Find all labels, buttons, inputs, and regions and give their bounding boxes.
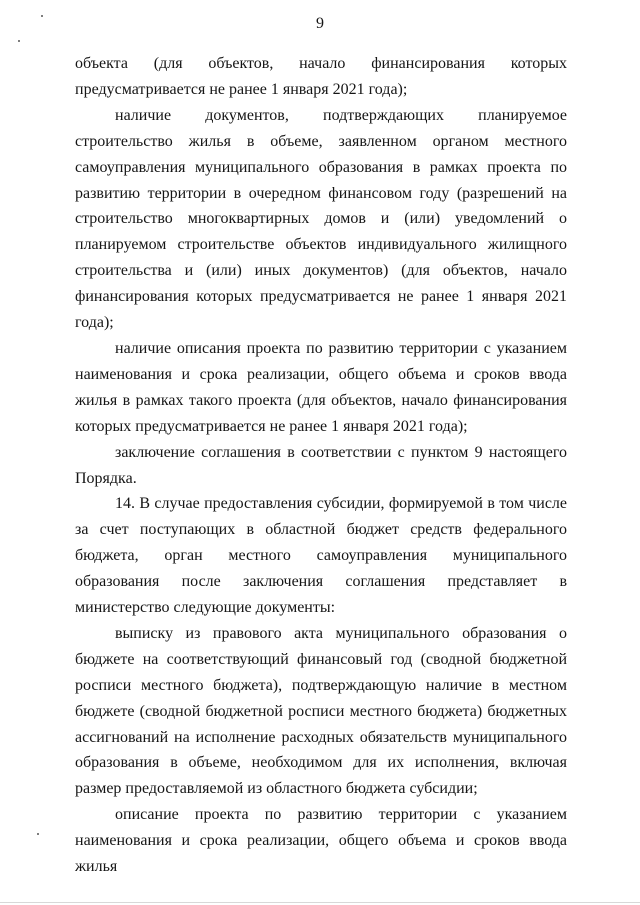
paragraph-item-14: 14. В случае предоставления субсидии, формируемой в том числе за счет поступающих в областной бюджет средств федерального бюджета, орган местного самоуправления муниципального образования после заключения соглашения представляет в министерство следующие документы: (75, 495, 567, 617)
paragraph-budget-extract: выписку из правового акта муниципального образования о бюджете на соответствующий финансовый год (сводной бюджетной росписи местного бюджета), подтверждающую наличие в местном бюджете (сводной бюджетной росписи местного бюджета) бюджетных ассигнований на исполнение расходных обязательств муниципального образования в объеме, необходимом для их исполнения, включая размер предоставляемой из областного бюджета субсидии; (75, 624, 567, 798)
paragraph-project-description: наличие описания проекта по развитию территории с указанием наименования и срока реализации, общего объема и сроков ввода жилья в рамках такого проекта (для объектов, начало финансирования которых предусматривается не ранее 1 января 2021 года); (75, 339, 567, 435)
scan-speck (18, 40, 20, 42)
paragraph-continuation: объекта (для объектов, начало финансирования которых предусматривается не ранее 1 января 2021 года); (75, 55, 567, 98)
scan-edge (0, 902, 640, 903)
scan-speck (41, 15, 43, 17)
paragraph-territory-description: описание проекта по развитию территории с указанием наименования и срока реализации, общего объема и сроков ввода жилья (75, 806, 567, 876)
paragraph-construction-documents: наличие документов, подтверждающих планируемое строительство жилья в объеме, заявленном органом местного самоуправления муниципального образования в рамках проекта по развитию территории в очередном финансовом году (разрешений на строительство многоквартирных домов и (или) уведомлений о планируемом строительстве объектов индивидуального жилищного строительства и (или) иных документов) (для объектов, начало финансирования которых предусматривается не ранее 1 января 2021 года); (75, 106, 567, 332)
page-number: 9 (316, 15, 324, 32)
document-body (75, 51, 567, 880)
scan-speck (37, 833, 39, 835)
paragraph-agreement: заключение соглашения в соответствии с пунктом 9 настоящего Порядка. (75, 443, 567, 487)
